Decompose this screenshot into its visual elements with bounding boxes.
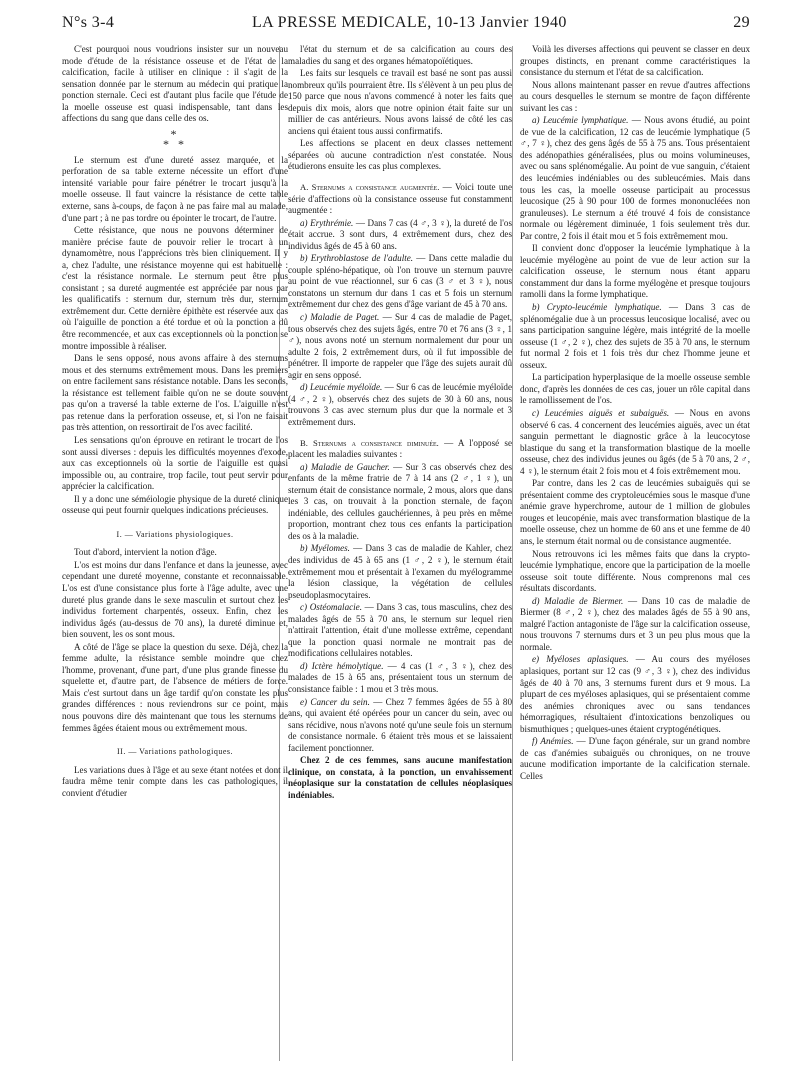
entry-ictere: d) Ictère hémolytique. — 4 cas (1 ♂, 3 ♀), chez des malades de 15 à 65 ans, présentaient tous un sternum de consistance faible : 1 mou et 3 très mous. (288, 660, 512, 694)
entry-myeloses-aplasiques: e) Myéloses aplasiques. — Au cours des myéloses aplasiques, portant sur 12 cas (9 ♂, 3 ♀), chez des individus âgés de 40 à 70 ans, 3 sternums furent durs et 9 mous. La plupart de ces myéloses aplasiques, qui se présentaient comme des anémies chroniques avec ou sans tendances hémorragiques, résultaient d'intoxications benzoliques ou bismuthiques ; quelques-unes étaient cryptogénétiques. (520, 654, 750, 734)
paragraph: Tout d'abord, intervient la notion d'âge. (74, 547, 217, 558)
paragraph: Chez 2 de ces femmes, sans aucune manifestation clinique, on constata, à la ponction, un envahissement néoplasique sur la constatation de cellules néoplasiques indéniables. (288, 755, 512, 800)
entry-erythroblastose: b) Erythroblastose de l'adulte. — Dans cette maladie du couple spléno-hépatique, où l'on trouve un sternum pauvre au point de vue réactionnel, sur 6 cas (3 ♂ et 3 ♀), nous constatons un sternum dur dans 1 cas et 5 fois un sternum extrêmement dur chez des gens d'âge variant de 45 à 70 ans. (288, 253, 512, 310)
paragraph: Il convient donc d'opposer la leucémie lymphatique à la leucémie myélogène au point de vue de leur action sur la calcification osseuse, le sternum nous étant apparu constamment dur dans la forme myélogène et presque toujours ramolli dans la forme lymphatique. (520, 243, 750, 300)
section-a-intro: A. Sternums a consistance augmentée. — Voici toute une série d'affections où la consistance osseuse fut constamment augmentée : (288, 182, 512, 216)
paragraph: Le sternum est d'une dureté assez marquée, et la perforation de sa table externe nécessite un effort d'une intensité variable pour faire pénétrer le trocart jusqu'à la moelle osseuse. Il faut vaincre la résistance de cette table externe, sans à-coups, de façon à ne pas faire mal au malade, d'une part ; à ne pas tordre ou épointer le trocart, de l'autre. (62, 154, 288, 223)
section-b-heading: B. Sternums a consistance diminuée. (300, 437, 439, 448)
section-heading: I. — Variations physiologiques. (116, 529, 234, 539)
column-3 (520, 44, 750, 783)
entry-osteomalacie: c) Ostéomalacie. — Dans 3 cas, tous masculins, chez des malades âgés de 55 à 70 ans, le sternum sur lequel rien n'attirait l'attention, était d'une mollesse extrême, cependant que la ponction quasi normale ne montrait pas de modifications cellulaires notables. (288, 602, 512, 659)
issue-number: N°s 3-4 (62, 14, 115, 31)
section-asterisks: * * * (163, 126, 187, 151)
entry-cancer-sein: e) Cancer du sein. — Chez 7 femmes âgées de 55 à 80 ans, qui avaient été opérées pour un cancer du sein, avec ou sans récidive, nous n'avons noté qu'une seule fois un sternum de consistance normale. 6 étaient très mous et se laissaient facilement ponctionner. (288, 696, 512, 753)
paragraph: Par contre, dans les 2 cas de leucémies subaiguës qui se présentaient comme des cryptoleucémies sous le masque d'une anémie grave hyperchrome, autour de 1 million de globules rouges et leucopénie, mais avec transformation blastique de la moelle osseuse, chez un homme de 60 ans et une femme de 40 ans, le sternum était normal ou de consistance augmentée. (520, 478, 750, 546)
paragraph: Nous allons maintenant passer en revue d'autres affections au cours desquelles le sternum se montre de façon différente suivant les cas : (520, 79, 750, 113)
column-2 (288, 44, 512, 802)
entry-crypto-leucemie: b) Crypto-leucémie lymphatique. — Dans 3 cas de splénomégalie due à un processus leucosique localisé, avec ou sans participation sanguine légère, mais intégrité de la moelle osseuse (1 ♂, 2 ♀), chez des sujets de 35 à 70 ans, le sternum fut normal 2 fois et 1 fois très dur chez l'homme jeune et osseux. (520, 302, 750, 370)
paragraph: L'os est moins dur dans l'enfance et dans la jeunesse, avec cependant une dureté moyenne, constante et reconnaissable. L'os est d'une consistance plus forte à l'âge adulte, avec une dureté plus grande dans le sexe masculin et surtout chez les individus fortement charpentés, osseux. Enfin, chez les individus âgés (au-dessus de 70 ans), la dureté diminue et, bien souvent, les os sont mous. (62, 559, 288, 640)
section-a-heading: A. Sternums a consistance augmentée. (300, 182, 440, 193)
journal-title: LA PRESSE MEDICALE, (252, 14, 432, 31)
entry-gaucher: a) Maladie de Gaucher. — Sur 3 cas observés chez des enfants de la même fratrie de 7 à 14 ans (2 ♂, 1 ♀), un sternum était de consistance normale, 2 mous, alors que dans les 3 cas, on trouvait à la ponction sternale, de façon indéniable, des cellules gauchériennes, à peu près en même proportion, montrant chez tous ces enfants la participation des os à la maladie. (288, 461, 512, 541)
paragraph: Les variations dues à l'âge et au sexe étant notées et dont il faudra même tenir compte dans les cas pathologiques, il convient d'étudier (62, 764, 288, 798)
paragraph: Les sensations qu'on éprouve en retirant le trocart de l'os sont aussi diverses : depuis les difficultés moyennes d'exode, aux cas exceptionnels où la sortie de l'aiguille est quasi impossible ou, au contraire, trop facile, tout peut servir pour apprécier la calcification. (62, 434, 288, 492)
paragraph: Cette résistance, que nous ne pouvons déterminer de manière précise faute de pouvoir relier le trocart à un dynamomètre, nous l'apprécions très bien cliniquement. Il y a, chez l'adulte, une résistance moyenne qui est habituelle : c'est la résistance normale. Le sternum peut être plus consistant ; sa dureté augmentée est appréciée par nous par les qualificatifs : sternum dur, sternum très dur, sternum extrêmement dur. Cette dernière épithète est réservée aux cas où l'aiguille de ponction a été tordue et où la ponction a dû être recommencée, et aux cas exceptionnels où la ponction se montre impossible à réaliser. (62, 225, 288, 351)
paragraph: Nous retrouvons ici les mêmes faits que dans la crypto-leucémie lymphatique, encore que la participation de la moelle osseuse soit toute différente. Nous comprenons mal ces résultats discordants. (520, 548, 750, 594)
section-b-intro: B. Sternums a consistance diminuée. — A l'opposé se placent les maladies suivantes : (288, 437, 512, 460)
entry-leucemie-lymphatique: a) Leucémie lymphatique. — Nous avons étudié, au point de vue de la calcification, 12 cas de leucémie lymphatique (5 ♂, 7 ♀), chez des gens âgés de 55 à 75 ans. Tous présentaient des adénopathies généralisées, plus ou moins volumineuses, avec ou sans splénomégalie. Au point de vue sanguin, c'étaient des leucémies indéniables ou des subleucémies. Mais dans tous les cas, la moelle osseuse participait au processus leucosique (25 à 90 pour 100 de formes mononucléées non granuleuses). Le sternum a été trouvé 4 fois de consistance normale ou légèrement diminuée, 1 fois seulement très dur. Par contre, 2 fois il était mou et 5 fois extrêmement mou. (520, 115, 750, 241)
section-heading: II. — Variations pathologiques. (116, 747, 233, 757)
paragraph: Les affections se placent en deux classes nettement séparées où aucune contradiction n'est constatée. Nous étudierons ensuite les cas plus complexes. (288, 138, 512, 172)
page-number: 29 (733, 14, 750, 31)
paragraph: Les faits sur lesquels ce travail est basé ne sont pas aussi nombreux qu'ils pourraient être. Ils s'élèvent à un peu plus de 150 parce que nous n'avons commencé à noter les faits que depuis dix mois, alors que notre opinion était faite sur un millier de cas antérieurs. Nous avons laissé de côté les cas anciens qui étaient tous aussi confirmatifs. (288, 68, 512, 136)
paragraph: Il y a donc une séméiologie physique de la dureté clinique osseuse qui peut fournir quelques indications précieuses. (62, 493, 288, 516)
column-1 (62, 44, 288, 800)
entry-erythremie: a) Erythrémie. — Dans 7 cas (4 ♂, 3 ♀), la dureté de l'os était accrue. 3 sont durs, 4 extrêmement durs, chez des individus âgés de 45 à 60 ans. (288, 217, 513, 251)
paragraph: La participation hyperplasique de la moelle osseuse semble donc, d'après les données de ces cas, jouer un rôle capital dans le ramollissement de l'os. (520, 372, 750, 406)
entry-anemies: f) Anémies. — D'une façon générale, sur un grand nombre de cas d'anémies subaiguës ou chroniques, on ne trouve aucune modification importante de la calcification sternale. Celles (520, 736, 751, 781)
journal-title-date (252, 14, 567, 32)
entry-leucemie-myeloide: d) Leucémie myéloïde. — Sur 6 cas de leucémie myéloïde (4 ♂, 2 ♀), observés chez des sujets de 30 à 60 ans, nous trouvons 3 cas avec sternum plus dur que la normale et 3 extrêmement durs. (288, 382, 512, 427)
paragraph: Dans le sens opposé, nous avons affaire à des sternums mous et des sternums extrêmement mous. Dans les premiers on entre facilement sans résistance notable. Dans les seconds, la résistance est tellement faible qu'on ne se doute souvent pas qu'on a traversé la table externe de l'os. L'aiguille n'est pas retenue dans la perforation osseuse, et, si l'on ne faisait pas très attention, on ressortirait de l'os avec facilité. (62, 353, 288, 433)
issue-date: 10-13 Janvier 1940 (436, 14, 567, 31)
page-header (62, 14, 750, 36)
entry-myelomes: b) Myélomes. — Dans 3 cas de maladie de Kahler, chez des individus de 45 à 65 ans (1 ♂, 2 ♀), le sternum était extrêmement mou et présentait à l'examen du myélogramme la lésion classique, la végétation de cellules pseudoplasmocytaires. (288, 543, 512, 600)
paragraph: C'est pourquoi nous voudrions insister sur un nouveau mode d'étude de la résistance osseuse et de l'état de la calcification, facile à utiliser en clinique : il s'agit de la sensation donnée par le sternum au médecin qui pratique la ponction sternale. Ceci est d'autant plus facile que l'étude de la moelle osseuse est quasi indispensable, tant dans les affections du sang que dans celle des os. (62, 44, 288, 124)
entry-biermer: d) Maladie de Biermer. — Dans 10 cas de maladie de Biermer (8 ♂, 2 ♀), chez des malades âgés de 55 à 90 ans, malgré l'action antagoniste de l'âge sur la calcification osseuse, nous trouvons 7 sternums durs et 3 un peu plus mous que la normale. (520, 595, 750, 652)
paragraph: l'état du sternum et de sa calcification au cours des maladies du sang et des organes hématopoïétiques. (288, 44, 512, 66)
entry-leucemies-aigues: c) Leucémies aiguës et subaiguës. — Nous en avons observé 6 cas. 4 concernent des leucémies aiguës, avec un état sanguin permettant le diagnostic grâce à la leucocytose blastique du sang et la transformation blastique de la moelle osseuse, chez des individus jeunes ou âgés (de 5 à 70 ans, 2 ♂, 4 ♀), le sternum était 2 fois mou et 4 fois extrêmement mou. (520, 407, 750, 476)
paragraph: Voilà les diverses affections qui peuvent se classer en deux groupes distincts, en prenant comme caractéristiques la consistance du sternum et l'état de sa calcification. (520, 44, 750, 78)
paragraph: A côté de l'âge se place la question du sexe. Déjà, chez la femme adulte, la résistance semble moindre que chez l'homme, provenant, d'une part, d'une plus grande finesse du squelette et, d'autre part, de l'absence de métiers de force. Mais c'est surtout dans un âge tardif qu'on constate les plus grandes différences : nous reviendrons sur ce point, mais nous pouvons dire dès maintenant que tous les sternums de femmes âgées étaient mous ou extrêmement mous. (62, 641, 288, 733)
entry-paget: c) Maladie de Paget. — Sur 4 cas de maladie de Paget, tous observés chez des sujets âgés, entre 70 et 76 ans (3 ♀, 1 ♂), nous avons noté un sternum normalement dur pour un adulte 2 fois, 2 extrêmement durs, où il fut impossible de pénétrer. Il importe de rappeler que l'âge des sujets aurait dû agir en sens opposé. (288, 312, 512, 380)
column-divider (512, 46, 513, 1061)
